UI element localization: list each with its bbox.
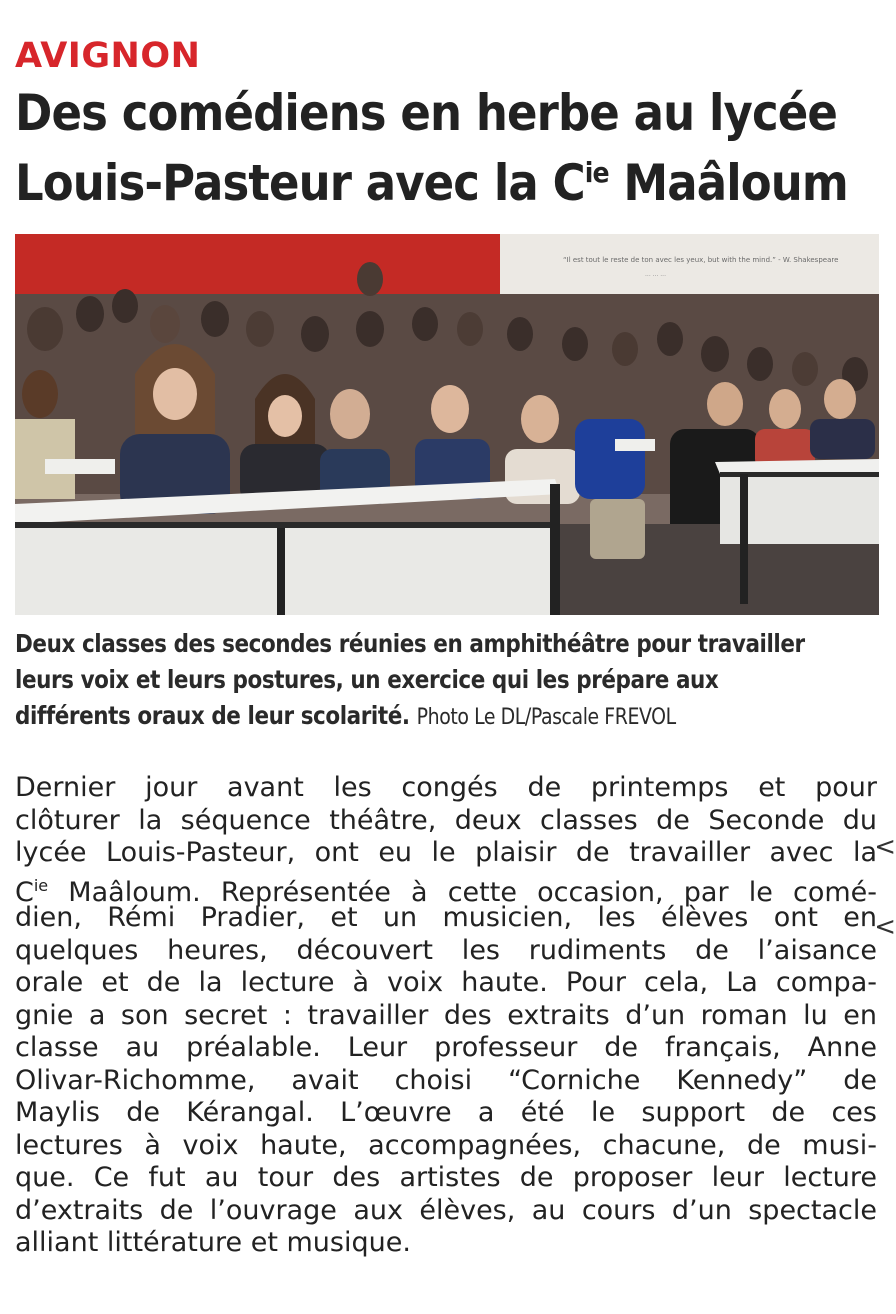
caption-line-1: Deux classes des secondes réunies en amphithéâtre pour travailler [15,629,805,658]
headline-line-2-start: Louis-Pasteur avec la C [15,154,585,212]
section-kicker: AVIGNON [15,36,201,76]
body-superscript: ie [33,875,49,895]
photo-wall-quote-2: ... ... ... [645,271,666,278]
body-line [15,870,877,908]
article-body [15,772,877,1260]
margin-marker-bottom: < [874,912,896,942]
photo-caption [15,626,805,736]
caption-line-2: leurs voix et leurs postures, un exercice qui les prépare aux [15,665,719,694]
headline-line-2 [15,143,848,213]
body-line: clôturer la séquence théâtre, deux classes de Seconde du [15,804,877,836]
margin-marker-top: < [874,832,896,862]
body-line: alliant littérature et musique. [15,1227,411,1258]
body-line: dien, Rémi Pradier, et un musicien, les élèves ont en [15,902,877,933]
caption-line-3 [15,698,763,736]
body-line: gnie a son secret : travailler des extraits d’un roman lu en [15,999,877,1031]
body-line: lycée Louis-Pasteur, ont eu le plaisir de travailler avec la [15,837,877,868]
body-line: Dernier jour avant les congés de printemps et pour [15,772,877,803]
body-line: d’extraits de l’ouvrage aux élèves, au cours d’un spectacle [15,1194,877,1226]
body-line: lectures à voix haute, accompagnées, chacune, de musi- [15,1129,877,1161]
body-line: quelques heures, découvert les rudiments de l’aisance [15,934,877,966]
photo-wall-quote: “Il est tout le reste de ton avec les yeux, but with the mind.” - W. Shakespeare [563,256,839,264]
body-line: Olivar-Richomme, avait choisi “Corniche Kennedy” de [15,1064,877,1096]
body-line-4-end: Maâloum. Représentée à cette occasion, par le comé- [48,876,877,908]
headline-superscript: ie [584,156,609,189]
article-headline [15,84,848,213]
article-photo [15,234,879,615]
body-line-4-start: C [15,876,34,908]
caption-line-3-text: différents oraux de leur scolarité. [15,701,410,730]
headline-line-2-end: Maâloum [608,154,848,212]
body-line: que. Ce fut au tour des artistes de proposer leur lecture [15,1162,877,1193]
body-line: Maylis de Kérangal. L’œuvre a été le support de ces [15,1097,877,1128]
photo-credit: Photo Le DL/Pascale FREVOL [416,705,676,730]
body-line: orale et de la lecture à voix haute. Pour cela, La compa- [15,967,877,998]
body-line: classe au préalable. Leur professeur de français, Anne [15,1032,877,1063]
headline-line-1: Des comédiens en herbe au lycée [15,84,837,142]
